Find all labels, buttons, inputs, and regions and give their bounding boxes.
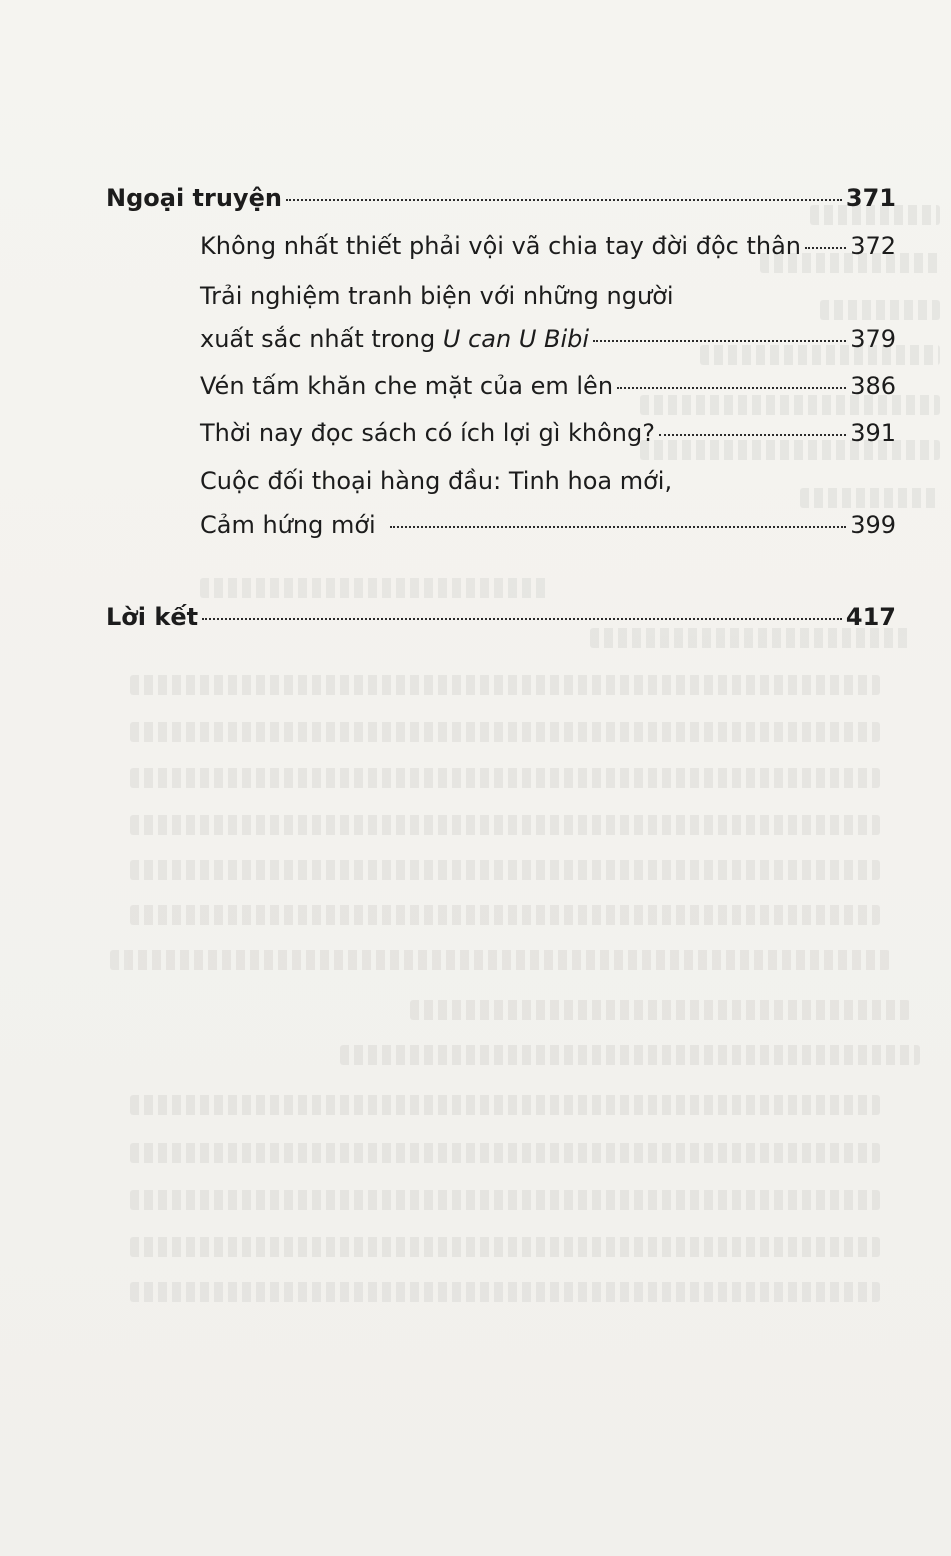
toc-entry[interactable]: [200, 372, 896, 400]
toc-entry[interactable]: [200, 232, 896, 260]
toc-section-title: Ngoại truyện: [106, 184, 282, 212]
toc-leader-dots: [659, 434, 846, 436]
toc-page-number: 372: [850, 232, 896, 260]
toc-leader-dots: [805, 247, 846, 249]
toc-section-afterword[interactable]: [106, 603, 896, 631]
toc-entry-title: Cảm hứng mới: [200, 511, 376, 539]
toc-section-title: Lời kết: [106, 603, 199, 631]
toc-page-number: 399: [850, 511, 896, 539]
toc-entry-title: Vén tấm khăn che mặt của em lên: [200, 372, 614, 400]
toc-entry-title: Thời nay đọc sách có ích lợi gì không?: [200, 419, 655, 447]
toc-section-epilogue[interactable]: [106, 184, 896, 212]
toc-leader-dots: [202, 618, 842, 620]
toc-entry-line1[interactable]: Cuộc đối thoại hàng đầu: Tinh hoa mới,: [200, 467, 673, 495]
toc-entry-line1[interactable]: Trải nghiệm tranh biện với những người: [200, 282, 674, 310]
toc-page-number: 379: [850, 325, 896, 353]
toc-entry-title-italic: U can U Bibi: [442, 325, 590, 353]
toc-leader-dots: [617, 387, 846, 389]
toc-leader-dots: [593, 340, 846, 342]
toc-entry-title-prefix: xuất sắc nhất trong: [200, 325, 443, 353]
toc-leader-dots: [286, 199, 842, 201]
toc-page-number: 386: [850, 372, 896, 400]
toc-page-number: 371: [845, 184, 896, 212]
toc-entry[interactable]: [200, 325, 896, 353]
toc-entry[interactable]: [200, 419, 896, 447]
toc-page-number: 391: [850, 419, 896, 447]
toc-entry-title: Không nhất thiết phải vội vã chia tay đời độc thân: [200, 232, 801, 260]
toc-leader-dots: [390, 526, 846, 528]
toc-page-number: 417: [845, 603, 896, 631]
toc-entry-title: [200, 325, 589, 353]
toc-entry[interactable]: [200, 511, 896, 539]
